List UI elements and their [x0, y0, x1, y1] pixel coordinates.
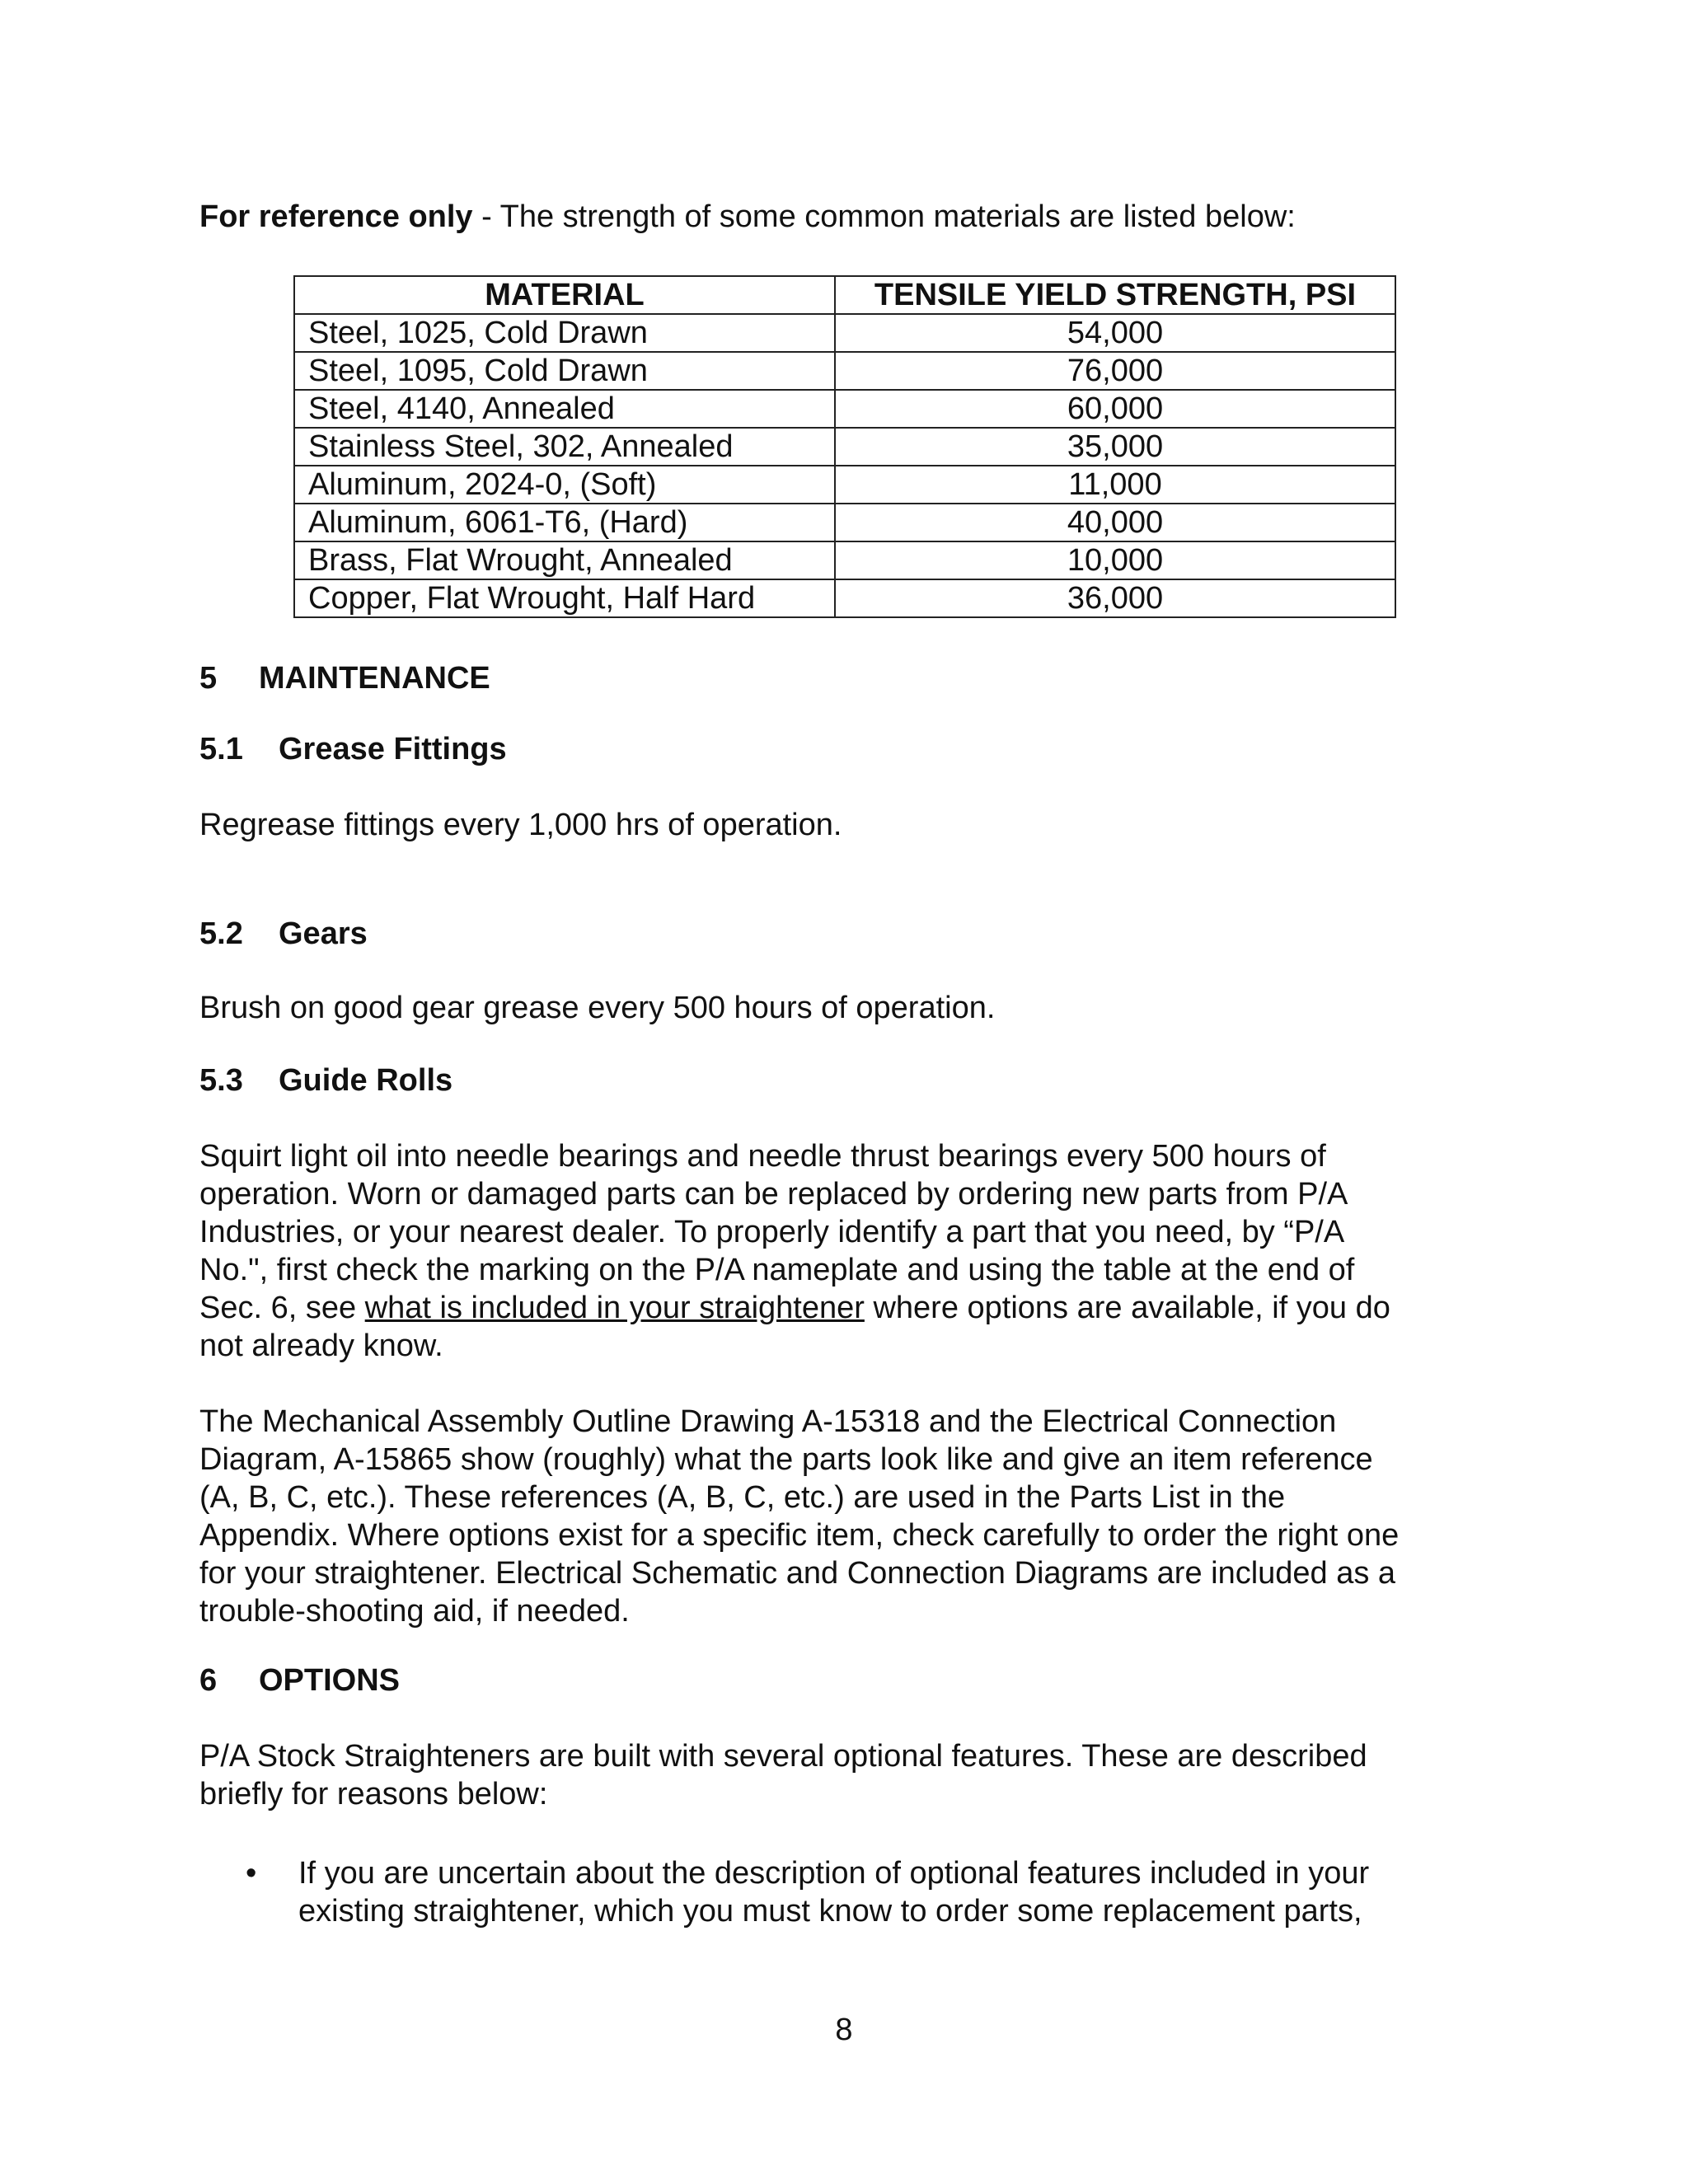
section-5-heading [199, 659, 490, 697]
material-cell: Steel, 1025, Cold Drawn [294, 314, 835, 352]
section-number: 5.3 [199, 1063, 243, 1098]
reference-bold: For reference only [199, 199, 473, 234]
header-material: MATERIAL [294, 276, 835, 314]
material-cell: Aluminum, 6061-T6, (Hard) [294, 504, 835, 541]
table-row [294, 352, 1395, 390]
strength-cell: 10,000 [835, 541, 1395, 579]
section-5-3-paragraph-2: The Mechanical Assembly Outline Drawing A-15318 and the Electrical Connection Diagram, A-15865 show (roughly) what the parts look like and give an item reference (A, B, C, etc.). These references (A, B, C, etc.) are used in the Parts List in the Appendix. Where options exist for a specific item, check carefully to order the right one for your straightener. Electrical Schematic and Connection Diagrams are included as a trouble-shooting aid, if needed. [199, 1404, 1400, 1629]
section-title: MAINTENANCE [259, 661, 490, 696]
table-row [294, 541, 1395, 579]
material-cell: Brass, Flat Wrought, Annealed [294, 541, 835, 579]
section-6-body: P/A Stock Straighteners are built with several optional features. These are described briefly for reasons below: [199, 1739, 1367, 1811]
section-number: 5 [199, 661, 218, 696]
paragraph-text: Squirt light oil into needle bearings and needle thrust bearings every 500 hours of operation. Worn or damaged parts can be replaced by ordering new parts from P/A Industries, or your nearest dealer. To properly identify a part that you need, by “P/A No.", first check the marking on the P/A nameplate and using the table at the end of Sec. 6, see [199, 1139, 1355, 1325]
section-5-1-body: Regrease fittings every 1,000 hrs of operation. [199, 808, 842, 842]
page-number: 8 [835, 2013, 853, 2047]
section-title: OPTIONS [259, 1663, 401, 1698]
table-header-row [294, 276, 1395, 314]
reference-line [199, 198, 1296, 236]
section-5-2-heading [199, 915, 368, 953]
strength-cell: 11,000 [835, 466, 1395, 504]
table-row [294, 466, 1395, 504]
section-title: Gears [279, 916, 368, 951]
strength-cell: 36,000 [835, 579, 1395, 617]
material-cell: Stainless Steel, 302, Annealed [294, 428, 835, 466]
strength-cell: 60,000 [835, 390, 1395, 428]
list-item [247, 1854, 1484, 1930]
section-5-1-heading [199, 730, 507, 768]
table-row [294, 314, 1395, 352]
paragraph-text: where options are available, if you do not already know. [199, 1291, 1390, 1363]
strength-cell: 40,000 [835, 504, 1395, 541]
header-strength: TENSILE YIELD STRENGTH, PSI [835, 276, 1395, 314]
strength-cell: 54,000 [835, 314, 1395, 352]
section-number: 5.1 [199, 732, 243, 766]
section-number: 5.2 [199, 916, 243, 951]
section-6-heading [199, 1661, 400, 1699]
materials-table [293, 275, 1396, 618]
strength-cell: 76,000 [835, 352, 1395, 390]
table-row [294, 579, 1395, 617]
section-number: 6 [199, 1663, 218, 1698]
bullet-icon: • [246, 1856, 257, 1891]
table-row [294, 390, 1395, 428]
material-cell: Aluminum, 2024-0, (Soft) [294, 466, 835, 504]
table-row [294, 428, 1395, 466]
included-in-straightener-link[interactable]: what is included in your straightener [364, 1291, 865, 1325]
section-title: Guide Rolls [279, 1063, 453, 1098]
section-title: Grease Fittings [279, 732, 507, 766]
section-5-2-body: Brush on good gear grease every 500 hours of operation. [199, 991, 996, 1025]
section-5-3-heading [199, 1062, 452, 1099]
table-row [294, 504, 1395, 541]
material-cell: Steel, 4140, Annealed [294, 390, 835, 428]
material-cell: Steel, 1095, Cold Drawn [294, 352, 835, 390]
strength-cell: 35,000 [835, 428, 1395, 466]
bullet-text: If you are uncertain about the description of optional features included in your existing straightener, which you must know to order some replacement parts, [298, 1856, 1370, 1929]
reference-rest: - The strength of some common materials are listed below: [472, 199, 1296, 234]
material-cell: Copper, Flat Wrought, Half Hard [294, 579, 835, 617]
section-5-3-paragraph-1 [199, 1137, 1502, 1365]
